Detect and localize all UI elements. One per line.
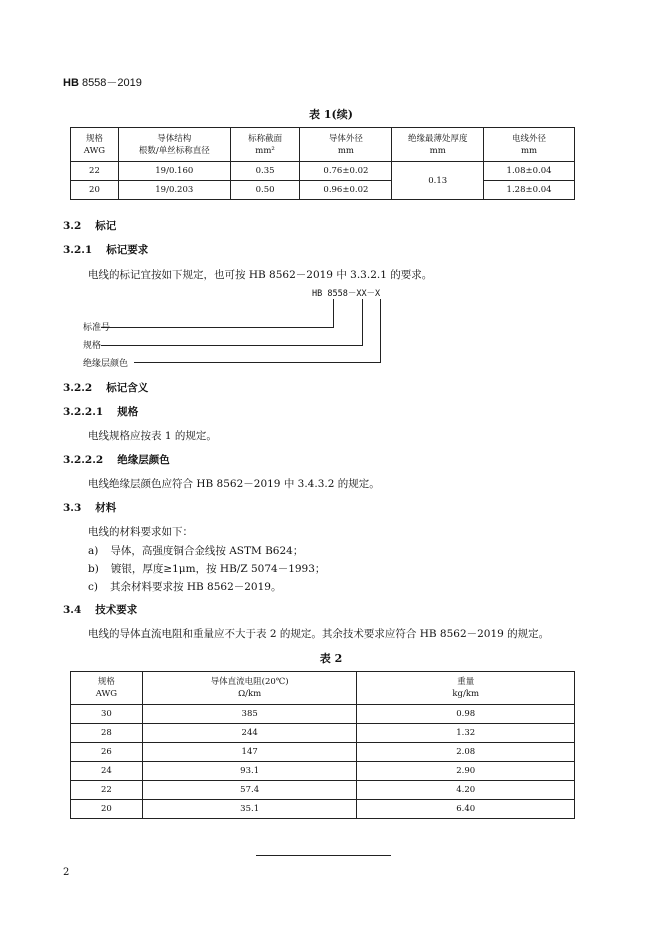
table-cell: 28: [71, 724, 143, 743]
table-row: [71, 724, 575, 743]
section-3-2-2-heading: 3.2.2 标记含义: [63, 382, 149, 394]
table-row: [71, 705, 575, 724]
label-insulation-color: 绝缘层颜色: [83, 359, 129, 369]
leader-line-color: [380, 299, 381, 362]
table-cell: 57.4: [142, 781, 357, 800]
leader-line-standard: [333, 299, 334, 327]
leader-line-size: [362, 299, 363, 345]
table-cell: 2.90: [357, 762, 575, 781]
table2-caption: 表 2: [319, 652, 343, 665]
table-row: [71, 181, 575, 200]
table-cell: 0.76±0.02: [300, 162, 392, 181]
table-cell-merged: 0.13: [392, 162, 484, 200]
table-row: [71, 743, 575, 762]
section-3-3-heading: 3.3 材料: [63, 502, 117, 514]
list-item: b) 镀银，厚度≥1μm，按 HB/Z 5074－1993；: [88, 563, 326, 575]
section-3-4-text: 电线的导体直流电阻和重量应不大于表 2 的规定。其余技术要求应符合 HB 8562－2019 的规定。: [88, 628, 550, 640]
table-cell: 19/0.160: [118, 162, 230, 181]
table1-header-row: [71, 128, 575, 162]
section-3-2-2-2-text: 电线绝缘层颜色应符合 HB 8562－2019 中 3.4.3.2 的规定。: [88, 478, 380, 490]
label-standard-number: 标准号: [83, 323, 111, 333]
table-cell: 24: [71, 762, 143, 781]
section-3-3-intro: 电线的材料要求如下：: [88, 526, 193, 538]
table-cell: 1.32: [357, 724, 575, 743]
table-cell: 20: [71, 181, 119, 200]
section-3-2-2-1-heading: 3.2.2.1 规格: [63, 406, 139, 418]
table-cell: 22: [71, 781, 143, 800]
table-cell: 93.1: [142, 762, 357, 781]
end-rule: [256, 855, 391, 856]
standard-number: HB 8558－2019: [63, 77, 142, 89]
table2-header-row: [71, 672, 575, 705]
list-item: a) 导体，高强度铜合金线按 ASTM B624；: [88, 545, 304, 557]
table-cell: 147: [142, 743, 357, 762]
section-3-2-1-heading: 3.2.1 标记要求: [63, 244, 149, 256]
label-size: 规格: [83, 341, 102, 351]
table-cell: 4.20: [357, 781, 575, 800]
table-cell: 1.28±0.04: [484, 181, 575, 200]
table-cell: 0.98: [357, 705, 575, 724]
table1-header-conductor-od: 导体外径 mm: [300, 128, 392, 162]
table-row: [71, 162, 575, 181]
table-cell: 0.96±0.02: [300, 181, 392, 200]
table2-header-resistance: 导体直流电阻(20℃) Ω/km: [142, 672, 357, 705]
marking-code: HB 8558－XX－X: [312, 289, 381, 299]
leader-line-color-h: [134, 362, 381, 363]
table-cell: 1.08±0.04: [484, 162, 575, 181]
table-cell: 19/0.203: [118, 181, 230, 200]
section-3-4-heading: 3.4 技术要求: [63, 604, 138, 616]
table-cell: 22: [71, 162, 119, 181]
table-cell: 35.1: [142, 800, 357, 819]
table1: [70, 127, 575, 200]
table-row: [71, 800, 575, 819]
table-cell: 385: [142, 705, 357, 724]
table2: [70, 671, 575, 819]
section-3-2-2-2-heading: 3.2.2.2 绝缘层颜色: [63, 454, 170, 466]
leader-line-standard-h: [101, 327, 334, 328]
section-3-2-1-text: 电线的标记宜按如下规定，也可按 HB 8562－2019 中 3.3.2.1 的要求。: [88, 269, 433, 281]
table-row: [71, 781, 575, 800]
table2-header-awg: 规格 AWG: [71, 672, 143, 705]
list-item: c) 其余材料要求按 HB 8562－2019。: [88, 581, 282, 593]
table-row: [71, 762, 575, 781]
table1-header-structure: 导体结构 根数/单丝标称直径: [118, 128, 230, 162]
table-cell: 0.50: [230, 181, 300, 200]
table-cell: 2.08: [357, 743, 575, 762]
section-3-2-heading: 3.2 标记: [63, 220, 117, 232]
table-cell: 26: [71, 743, 143, 762]
table1-caption: 表 1(续): [309, 108, 353, 121]
table-cell: 30: [71, 705, 143, 724]
table1-header-section: 标称截面 mm²: [230, 128, 300, 162]
table-cell: 6.40: [357, 800, 575, 819]
table1-header-awg: 规格 AWG: [71, 128, 119, 162]
page-number: 2: [63, 867, 70, 878]
table-cell: 0.35: [230, 162, 300, 181]
table-cell: 20: [71, 800, 143, 819]
leader-line-size-h: [101, 345, 363, 346]
table1-header-insulation: 绝缘最薄处厚度 mm: [392, 128, 484, 162]
table2-header-weight: 重量 kg/km: [357, 672, 575, 705]
table-cell: 244: [142, 724, 357, 743]
table1-header-wire-od: 电线外径 mm: [484, 128, 575, 162]
section-3-2-2-1-text: 电线规格应按表 1 的规定。: [88, 430, 217, 442]
